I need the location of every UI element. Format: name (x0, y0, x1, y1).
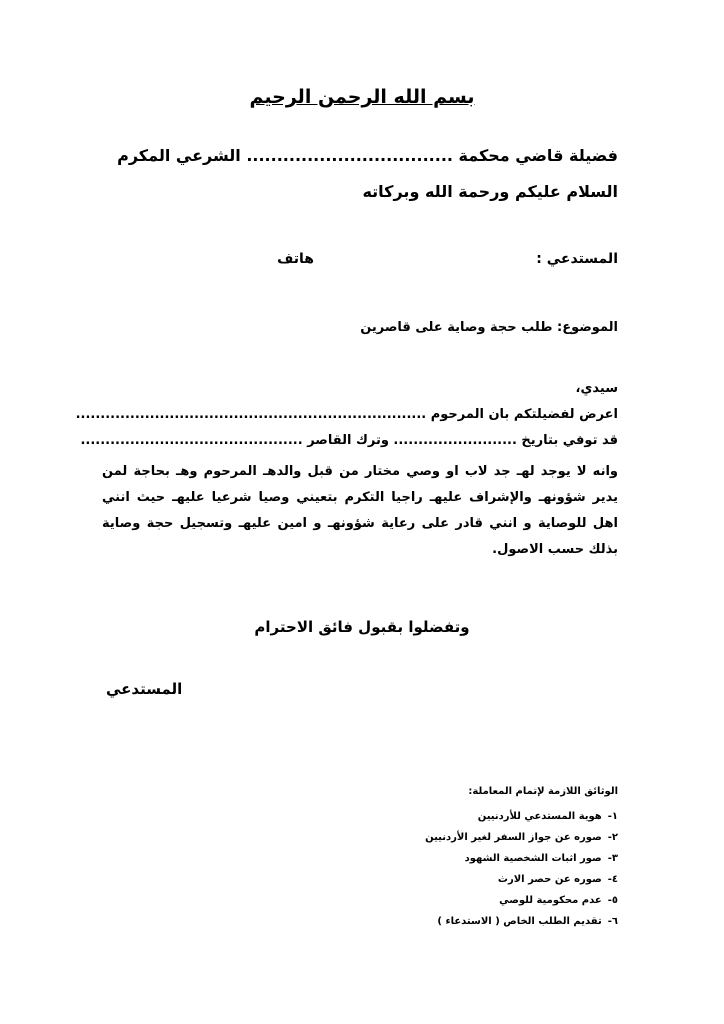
body-paragraph-text: وانه لا يوجد لهـ جد لاب او وصي مختار من قبل والدهـ المرحوم وهـ بحاجة لمن يدير شؤونهـ والإشراف عليهـ راجيا التكرم بتعيني وصيا شرعيا عليهـ حيث انني اهل للوصاية و انني قادر على رعاية شؤونهـ و امين عليهـ وتسجيل حجة وصاية بذلك حسب الاصول. (102, 464, 618, 557)
basmala-heading: بسم الله الرحمن الرحيم (249, 86, 475, 108)
phone-label: هاتف (277, 251, 314, 267)
subject-line: الموضوع: طلب حجة وصاية على قاصرين (360, 320, 618, 335)
salutation: سيدي، (575, 381, 618, 396)
requirement-item (498, 874, 618, 885)
applicant-label: المستدعي : (536, 251, 618, 267)
requirement-number: ٣- (607, 853, 618, 864)
requirement-text: صوره عن جواز السفر لغير الأردنيين (425, 832, 602, 843)
requirement-number: ١- (607, 811, 618, 822)
body-line-1: اعرض لفضيلتكم بان المرحوم ....................................................................... (75, 407, 618, 422)
requirement-text: عدم محكومية للوصي (499, 895, 602, 906)
requirement-item (437, 916, 618, 927)
closing-line: وتفضلوا بقبول فائق الاحترام (254, 618, 470, 636)
requirement-text: تقديم الطلب الخاص ( الاستدعاء ) (437, 916, 602, 927)
requirement-text: هوية المستدعي للأردنيين (477, 811, 602, 822)
requirement-item (465, 853, 618, 864)
requirement-text: صوره عن حصر الارث (497, 874, 602, 885)
requirement-number: ٤- (607, 874, 618, 885)
requirement-item (478, 811, 618, 822)
greeting-line: السلام عليكم ورحمة الله وبركاته (362, 182, 618, 201)
body-paragraph (102, 459, 618, 563)
requirement-item (499, 895, 618, 906)
requirement-number: ٦- (607, 916, 618, 927)
requirements-title: الوثائق اللازمة لإتمام المعاملة: (468, 786, 618, 797)
signature-label: المستدعي (106, 680, 183, 698)
addressee-line: فضيلة قاضي محكمة .................................. الشرعي المكرم (117, 146, 618, 165)
requirement-number: ٢- (607, 832, 618, 843)
requirement-number: ٥- (607, 895, 618, 906)
requirement-item (425, 832, 618, 843)
requirement-text: صور اثبات الشخصية الشهود (464, 853, 602, 864)
body-line-2: قد توفي بتاريخ ......................... وترك القاصر ............................................. (80, 433, 618, 448)
